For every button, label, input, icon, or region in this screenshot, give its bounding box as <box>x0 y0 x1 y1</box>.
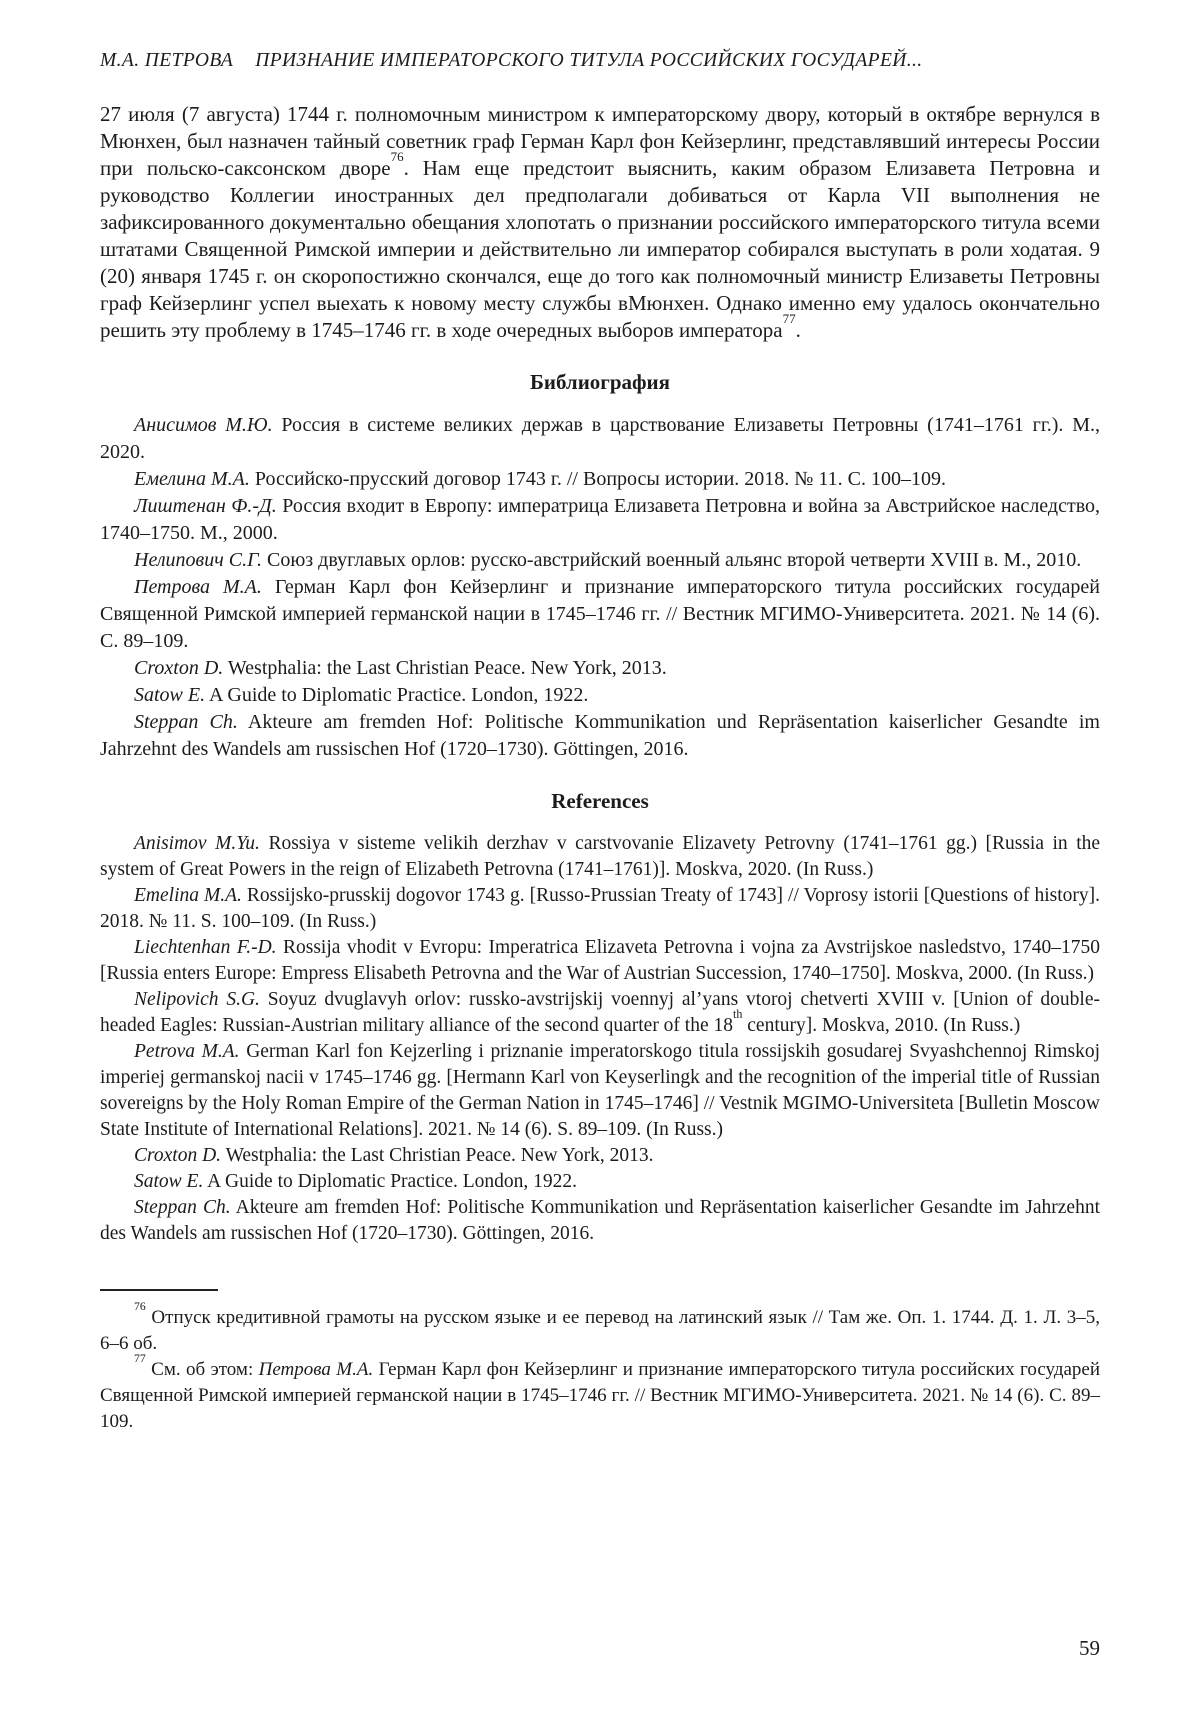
entry-text: Российско-прусский договор 1743 г. // Вопросы истории. 2018. № 11. С. 100–109. <box>254 468 946 490</box>
entry-text: German Karl fon Kejzerling i priznanie imperatorskogo titula rossijskih gosudarej Svyashchennoj Rimskoj imperiej germanskoj nacii v 1745–1746 gg. [Hermann Karl von Keyserlingk and the recognition of the imperial title of Russian sovereigns by the Holy Roman Empire of the German Nation in 1745–1746] // Vestnik MGIMO-Universiteta [Bulletin Moscow State Institute of International Relations]. 2021. № 14 (6). S. 89–109. (In Russ.) <box>100 1041 1101 1140</box>
bibliography-entry <box>100 412 1100 466</box>
footnote-author: Петрова М.А. <box>258 1359 374 1380</box>
bibliography-heading: Библиография <box>529 370 671 394</box>
header-title: ПРИЗНАНИЕ ИМПЕРАТОРСКОГО ТИТУЛА РОССИЙСКИХ ГОСУДАРЕЙ... <box>255 50 923 71</box>
entry-author: Petrova M.A. <box>134 1041 240 1062</box>
entry-text: Россия в системе великих держав в царствование Елизаветы Петровны (1741–1761 гг.). М., 2020. <box>100 414 1101 463</box>
entry-author: Петрова М.А. <box>134 576 262 598</box>
footnote <box>100 1352 1101 1435</box>
running-header <box>100 50 1100 72</box>
entry-text: Akteure am fremden Hof: Politische Kommunikation und Repräsentation kaiserlicher Gesandte im Jahrzehnt des Wandels am russischen Hof (1720–1730). Göttingen, 2016. <box>100 1197 1100 1244</box>
reference-entry <box>100 831 1100 883</box>
entry-text: Westphalia: the Last Christian Peace. New York, 2013. <box>225 1145 654 1166</box>
footnote-ref-77: 77 <box>782 311 796 327</box>
footnotes-divider <box>100 1289 218 1291</box>
reference-entry <box>100 935 1100 987</box>
references-heading: References <box>551 789 649 813</box>
footnote-ref-76: 76 <box>390 149 404 165</box>
entry-author: Steppan Ch. <box>134 711 238 733</box>
reference-entry <box>100 1039 1100 1143</box>
references-section <box>100 831 1100 1247</box>
entry-author: Anisimov M.Yu. <box>134 833 260 854</box>
reference-entry <box>100 1195 1100 1247</box>
header-author: М.А. ПЕТРОВА <box>100 50 234 71</box>
entry-author: Emelina M.A. <box>134 885 242 906</box>
body-paragraph-part1: 27 июля (7 августа) 1744 г. полномочным министром к императорскому двору, который в октябре вернулся в Мюнхен, был назначен тайный советник граф Герман Карл фон Кейзерлинг, представлявший интересы России при польско-саксонском дворе <box>100 102 1100 180</box>
footnote <box>100 1300 1100 1357</box>
entry-author: Satow E. <box>134 684 206 706</box>
footnote-text: Герман Карл фон Кейзерлинг и признание императорского титула российских государей Священной Римской империей германской нации в 1745–1746 гг. // Вестник МГИМО-Университета. 2021. № 14 (6). С. 89–109. <box>100 1359 1101 1432</box>
reference-entry <box>100 1169 1100 1195</box>
reference-entry <box>100 883 1100 935</box>
entry-text: A Guide to Diplomatic Practice. London, 1922. <box>209 684 589 706</box>
ordinal-superscript: th <box>733 1007 743 1022</box>
entry-text: Rossija vhodit v Evropu: Imperatrica Elizaveta Petrovna i vojna za Avstrijskoe nasledstvo, 1740–1750 [Russia enters Europe: Empress Elisabeth Petrovna and the War of Austrian Succession, 1740–1750]. Moskva, 2000. (In Russ.) <box>100 937 1100 984</box>
bibliography-entry <box>100 655 1100 682</box>
bibliography-entry <box>100 682 1100 709</box>
footnote-marker: 76 <box>134 1300 146 1314</box>
entry-author: Анисимов М.Ю. <box>134 414 273 436</box>
entry-author: Steppan Ch. <box>134 1197 231 1218</box>
page-number: 59 <box>1079 1636 1100 1660</box>
body-paragraph-part3: . <box>795 318 801 342</box>
entry-text: A Guide to Diplomatic Practice. London, 1922. <box>207 1171 578 1192</box>
bibliography-entry <box>100 709 1100 763</box>
entry-text: Rossiya v sisteme velikih derzhav v carstvovanie Elizavety Petrovny (1741–1761 gg.) [Russia in the system of Great Powers in the reign of Elizabeth Petrovna (1741–1761)]. Moskva, 2020. (In Russ.) <box>100 833 1101 880</box>
entry-author: Croxton D. <box>134 1145 222 1166</box>
entry-author: Лиштенан Ф.-Д. <box>134 495 277 517</box>
body-paragraph-part2: . Нам еще предстоит выяснить, каким образом Елизавета Петровна и руководство Коллегии иностранных дел предполагали добиваться от Карла VII выполнения не зафиксированного документально обещания хлопотать о признании российского императорского титула всеми штатами Священной Римской империи и действительно ли император собирался выступать в роли ходатая. 9 (20) января 1745 г. он скоропостижно скончался, еще до того как полномочный министр Елизаветы Петровны граф Кейзерлинг успел выехать к новому месту службы вМюнхен. Однако именно ему удалось окончательно решить эту проблему в 1745–1746 гг. в ходе очередных выборов императора <box>100 156 1100 342</box>
footnote-marker: 77 <box>134 1352 146 1366</box>
bibliography-entry <box>100 493 1100 547</box>
body-paragraph <box>100 101 1100 344</box>
entry-author: Емелина М.А. <box>134 468 250 490</box>
bibliography-entry <box>100 574 1100 655</box>
entry-text: Rossijsko-prusskij dogovor 1743 g. [Russo-Prussian Treaty of 1743] // Voprosy istorii [Questions of history]. 2018. № 11. S. 100–109. (In Russ.) <box>100 885 1101 932</box>
entry-text-part2: century]. Moskva, 2010. (In Russ.) <box>742 1015 1021 1036</box>
bibliography-entry <box>100 547 1100 574</box>
footnote-pre: См. об этом: <box>151 1359 259 1380</box>
entry-text: Герман Карл фон Кейзерлинг и признание императорского титула российских государей Священной Римской империей германской нации в 1745–1746 гг. // Вестник МГИМО-Университета. 2021. № 14 (6). С. 89–109. <box>100 576 1101 652</box>
footnotes-section <box>100 1289 1100 1435</box>
entry-text: Westphalia: the Last Christian Peace. New York, 2013. <box>227 657 667 679</box>
entry-author: Нелипович С.Г. <box>134 549 262 571</box>
entry-text-part1: Soyuz dvuglavyh orlov: russko-avstrijskij voennyj al’yans vtoroj chetverti XVIII v. [Union of double-headed Eagles: Russian-Austrian military alliance of the second quarter of the 18 <box>100 989 1101 1036</box>
bibliography-entry <box>100 466 1100 493</box>
entry-author: Nelipovich S.G. <box>134 989 260 1010</box>
entry-author: Liechtenhan F.-D. <box>134 937 277 958</box>
reference-entry <box>100 1143 1100 1169</box>
entry-text: Союз двуглавых орлов: русско-австрийский военный альянс второй четверти XVIII в. М., 2010. <box>266 549 1082 571</box>
bibliography-section <box>100 412 1100 763</box>
entry-author: Satow E. <box>134 1171 204 1192</box>
entry-text: Россия входит в Европу: императрица Елизавета Петровна и война за Австрийское наследство, 1740–1750. М., 2000. <box>100 495 1101 544</box>
entry-text: Akteure am fremden Hof: Politische Kommunikation und Repräsentation kaiserlicher Gesandte im Jahrzehnt des Wandels am russischen Hof (1720–1730). Göttingen, 2016. <box>100 711 1100 760</box>
entry-author: Croxton D. <box>134 657 224 679</box>
reference-entry <box>100 987 1100 1039</box>
footnote-text: Отпуск кредитивной грамоты на русском языке и ее перевод на латинский язык // Там же. Оп. 1. 1744. Д. 1. Л. 3–5, 6–6 об. <box>100 1307 1100 1354</box>
